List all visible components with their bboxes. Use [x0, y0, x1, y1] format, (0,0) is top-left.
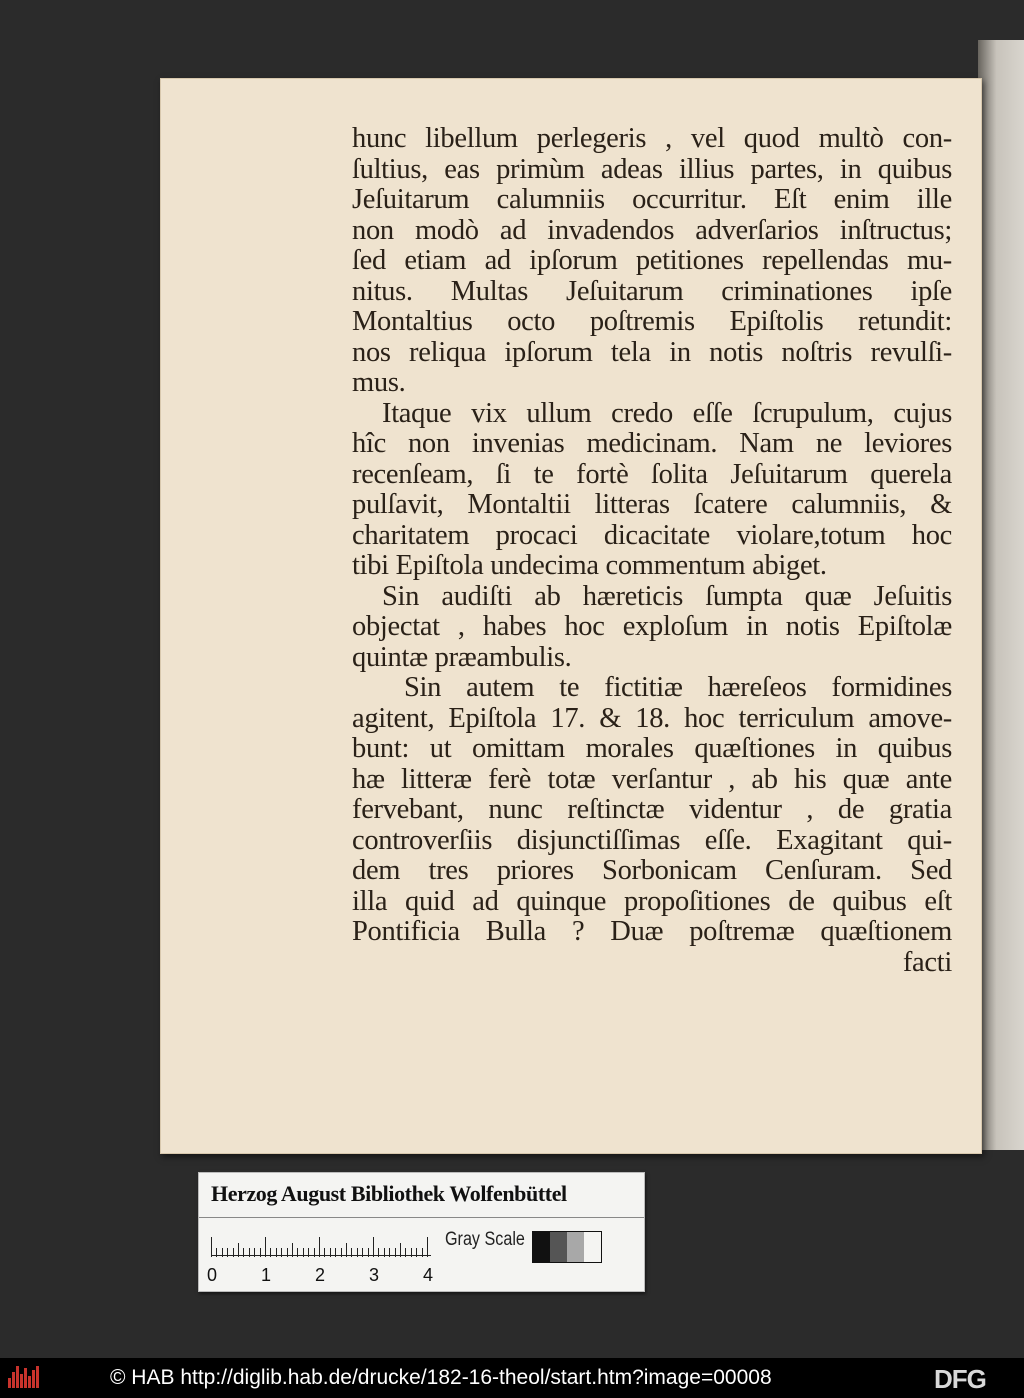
ruler-tick [308, 1248, 309, 1257]
text-line: hæ litteræ ferè totæ verſantur , ab his quæ ante [352, 763, 952, 795]
ruler-number: 0 [207, 1265, 218, 1285]
book-page [160, 78, 982, 1154]
ruler-tick [227, 1248, 228, 1257]
card-divider [199, 1217, 644, 1218]
text-line: nos reliqua ipſorum tela in notis noſtris revulſi- [352, 336, 952, 368]
text-line: Sin autem te fictitiæ hæreſeos formidines [404, 672, 952, 703]
ruler-tick [335, 1248, 336, 1257]
logo-bar [8, 1378, 11, 1388]
ruler-tick [238, 1243, 239, 1257]
ruler-tick [389, 1248, 390, 1257]
hab-logo-icon [8, 1366, 42, 1388]
ruler-tick [330, 1248, 331, 1257]
text-line: charitatem procaci dicacitate violare,totum hoc [352, 519, 952, 551]
text-line: ſed etiam ad ipſorum petitiones repellendas mu- [352, 245, 952, 276]
gray-swatch [550, 1232, 567, 1262]
text-line: Montaltius octo poſtremis Epiſtolis retundit: [352, 306, 952, 337]
ruler-tick [362, 1248, 363, 1257]
ruler-number: 2 [315, 1265, 326, 1285]
ruler-tick [287, 1248, 288, 1257]
ruler-tick [297, 1248, 298, 1257]
gray-scale-swatches [532, 1231, 602, 1263]
ruler-number: 1 [261, 1265, 272, 1285]
ruler-tick [249, 1248, 250, 1257]
ruler-tick [216, 1248, 217, 1257]
ruler-tick [427, 1237, 428, 1257]
text-line: Itaque vix ullum credo eſſe ſcrupulum, cujus [382, 397, 952, 429]
ruler-tick [378, 1248, 379, 1257]
text-line: Sin audiſti ab hæreticis ſumpta quæ Jeſuitis [382, 580, 952, 612]
ruler-tick [265, 1237, 266, 1257]
ruler-tick [416, 1248, 417, 1257]
ruler-tick [314, 1248, 315, 1257]
library-name: Herzog August Bibliothek Wolfenbüttel [211, 1181, 567, 1206]
ruler-tick [411, 1248, 412, 1257]
gray-swatch [567, 1232, 584, 1262]
ruler-tick [276, 1248, 277, 1257]
ruler-tick [373, 1237, 374, 1257]
page-text-block [352, 124, 952, 978]
text-line: quintæ præambulis. [352, 641, 572, 673]
text-line: hunc libellum perlegeris , vel quod multò con- [352, 123, 952, 154]
gray-swatch [584, 1232, 601, 1262]
ruler-tick [260, 1248, 261, 1257]
text-line: fervebant, nunc reſtinctæ videntur , de gratia [352, 794, 952, 825]
text-line: pulſavit, Montaltii litteras ſcatere calumniis, & [352, 489, 952, 520]
ruler-number: 4 [423, 1265, 434, 1285]
text-line: dem tres priores Sorbonicam Cenſuram. Sed [352, 855, 952, 886]
logo-bar [24, 1368, 27, 1388]
ruler-tick [351, 1248, 352, 1257]
ruler-tick [324, 1248, 325, 1257]
ruler-tick [368, 1248, 369, 1257]
ruler-tick [422, 1248, 423, 1257]
ruler-tick [254, 1248, 255, 1257]
ruler-tick [233, 1248, 234, 1257]
text-line: Jeſuitarum calumniis occurritur. Eſt enim ille [352, 184, 952, 215]
footer-bar [0, 1358, 1024, 1398]
ruler-tick [319, 1237, 320, 1257]
logo-bar [36, 1366, 39, 1388]
ruler-tick [400, 1243, 401, 1257]
logo-bar [12, 1372, 15, 1388]
text-line: recenſeam, ſi te fortè ſolita Jeſuitarum querela [352, 458, 952, 490]
text-line: bunt: ut omittam morales quæſtiones in quibus [352, 733, 952, 764]
logo-bar [20, 1374, 23, 1388]
text-line: Pontificia Bulla ? Duæ poſtremæ quæſtionem [352, 916, 952, 947]
ruler-tick [211, 1237, 212, 1257]
text-line: hîc non invenias medicinam. Nam ne leviores [352, 428, 952, 459]
measurement-ruler [211, 1235, 431, 1257]
ruler-tick [357, 1248, 358, 1257]
ruler-tick [346, 1243, 347, 1257]
ruler-tick [395, 1248, 396, 1257]
gray-swatch [533, 1232, 550, 1262]
ruler-tick [384, 1248, 385, 1257]
logo-bar [16, 1366, 19, 1388]
ruler-tick [292, 1243, 293, 1257]
reference-card [198, 1172, 645, 1292]
ruler-tick [303, 1248, 304, 1257]
text-line: illa quid ad quinque propoſitiones de quibus eſt [352, 885, 952, 917]
text-line: facti [902, 946, 952, 978]
text-line: controverſiis disjunctiſſimas eſſe. Exagitant qui- [352, 824, 952, 856]
text-line: non modò ad invadendos adverſarios inſtructus; [352, 214, 952, 246]
adjacent-page-edge [978, 40, 1024, 1150]
copyright-link[interactable]: © HAB http://diglib.hab.de/drucke/182-16-theol/start.htm?image=00008 [110, 1366, 772, 1389]
text-line: tibi Epiſtola undecima commentum abiget. [352, 550, 827, 581]
dfg-logo: DFG [934, 1364, 986, 1394]
logo-bar [28, 1376, 31, 1388]
gray-scale-label: Gray Scale [445, 1229, 525, 1250]
ruler-number: 3 [369, 1265, 380, 1285]
text-line: agitent, Epiſtola 17. & 18. hoc terriculum amove- [352, 702, 952, 734]
text-line: objectat , habes hoc exploſum in notis Epiſtolæ [352, 611, 952, 642]
ruler-tick [341, 1248, 342, 1257]
ruler-tick [270, 1248, 271, 1257]
ruler-tick [281, 1248, 282, 1257]
ruler-tick [222, 1248, 223, 1257]
text-line: ſultius, eas primùm adeas illius partes, in quibus [352, 153, 952, 185]
text-line: nitus. Multas Jeſuitarum criminationes ipſe [352, 275, 952, 307]
logo-bar [32, 1370, 35, 1388]
text-line: mus. [352, 367, 406, 398]
ruler-tick [243, 1248, 244, 1257]
ruler-tick [405, 1248, 406, 1257]
